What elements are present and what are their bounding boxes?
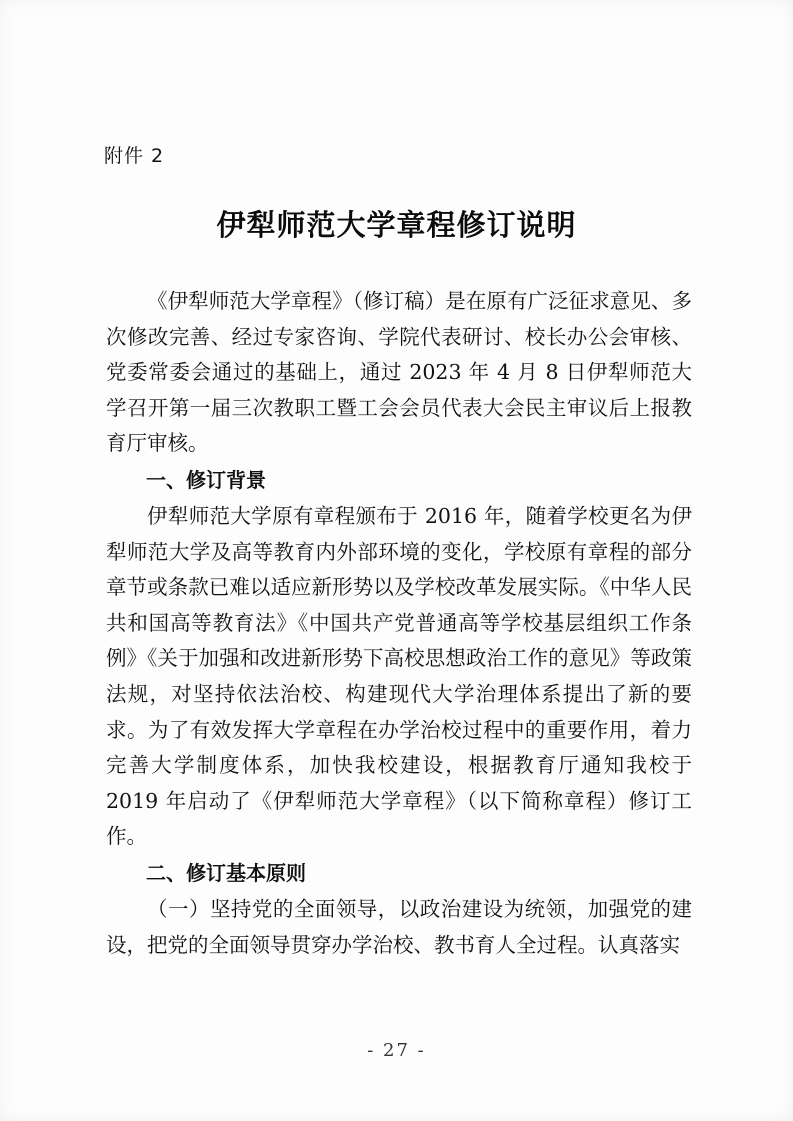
attachment-label: 附件 2	[104, 145, 165, 167]
section-heading-background: 一、修订背景	[146, 467, 266, 492]
intro-paragraph: 《伊犁师范大学章程》（修订稿）是在原有广泛征求意见、多次修改完善、经过专家咨询、学院代表研讨、校长办公会审核、党委常委会通过的基础上，通过 2023 年 4 月 8 日伊犁师范大学召开第一届三次教职工暨工会会员代表大会民主审议后上报教育厅审核。	[106, 289, 692, 456]
principle-paragraph-1: （一）坚持党的全面领导，以政治建设为统领，加强党的建设，把党的全面领导贯穿办学治校、教书育人全过程。认真落实	[106, 896, 692, 957]
page-number: - 27 -	[367, 1040, 426, 1061]
section-heading-principles: 二、修订基本原则	[146, 860, 306, 885]
document-body	[106, 284, 692, 963]
document-title: 伊犁师范大学章程修订说明	[216, 208, 577, 242]
background-paragraph: 伊犁师范大学原有章程颁布于 2016 年，随着学校更名为伊犁师范大学及高等教育内外部环境的变化，学校原有章程的部分章节或条款已难以适应新形势以及学校改革发展实际。《中华人民共和国高等教育法》《中国共产党普通高等学校基层组织工作条例》《关于加强和改进新形势下高校思想政治工作的意见》等政策法规，对坚持依法治校、构建现代大学治理体系提出了新的要求。为了有效发挥大学章程在办学治校过程中的重要作用，着力完善大学制度体系，加快我校建设，根据教育厅通知我校于 2019 年启动了《伊犁师范大学章程》（以下简称章程）修订工作。	[106, 503, 692, 849]
